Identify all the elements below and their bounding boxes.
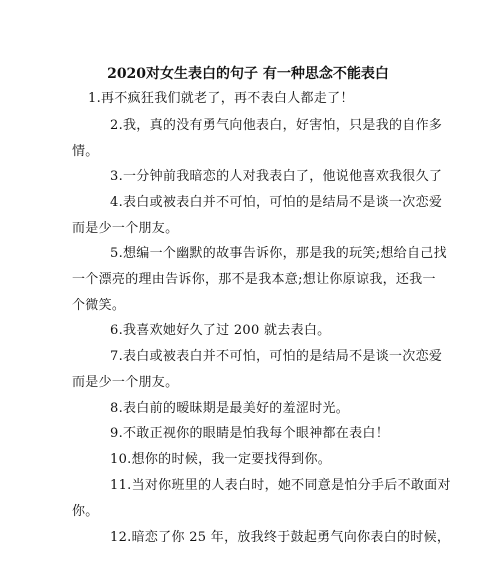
text-line: 而是少一个朋友。	[72, 375, 179, 390]
text-line: 个微笑。	[72, 298, 126, 313]
text-line: 7.表白或被表白并不可怕，可怕的是结局不是谈一次恋爱	[110, 349, 443, 364]
text-line: 你。	[72, 504, 99, 519]
text-line: 1.再不疯狂我们就老了，再不表白人都走了！	[88, 91, 354, 106]
text-line: 9.不敢正视你的眼睛是怕我每个眼神都在表白！	[110, 426, 390, 441]
text-line: 情。	[72, 144, 99, 159]
text-line: 5.想编一个幽默的故事告诉你，那是我的玩笑;想给自己找	[110, 246, 447, 261]
text-line: 3.一分钟前我暗恋的人对我表白了，他说他喜欢我很久了	[110, 169, 443, 184]
text-line: 2.我，真的没有勇气向他表白，好害怕，只是我的自作多	[110, 118, 443, 133]
text-line: 而是少一个朋友。	[72, 221, 179, 236]
text-line: 11.当对你班里的人表白时，她不同意是怕分手后不敢面对	[110, 478, 451, 493]
text-line: 8.表白前的暧昧期是最美好的羞涩时光。	[110, 401, 350, 416]
text-line: 一个漂亮的理由告诉你，那不是我本意;想让你原谅我，还我一	[72, 272, 436, 287]
document-title: 2020对女生表白的句子 有一种思念不能表白	[107, 66, 389, 82]
text-line: 10.想你的时候，我一定要找得到你。	[110, 452, 332, 467]
text-line: 6.我喜欢她好久了过 200 就去表白。	[110, 323, 331, 338]
text-line: 12.暗恋了你 25 年，放我终于鼓起勇气向你表白的时候，	[110, 530, 451, 545]
text-line: 4.表白或被表白并不可怕，可怕的是结局不是谈一次恋爱	[110, 195, 443, 210]
